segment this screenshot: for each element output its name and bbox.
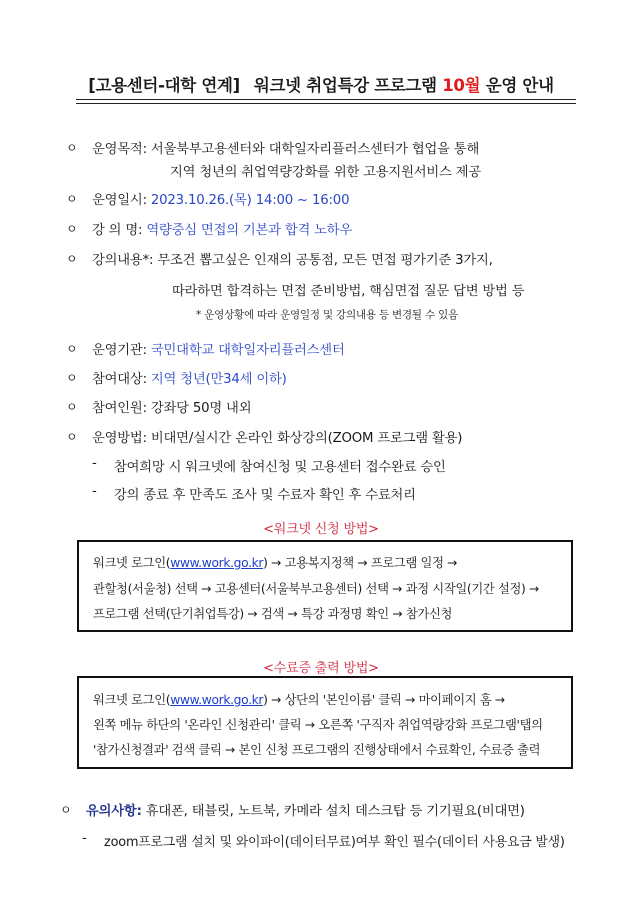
bullet-icon: ㅇ — [66, 400, 78, 414]
capacity-value: 강좌당 50명 내외 — [150, 401, 252, 416]
caution-label: 유의사항: — [86, 804, 142, 819]
method-value: 비대면/실시간 온라인 화상강의(ZOOM 프로그램 활용) — [150, 431, 463, 446]
apply-line3: 프로그램 선택(단기취업특강) → 검색 → 특강 과정명 확인 → 참가신청 — [93, 607, 453, 621]
purpose-line2: 지역 청년의 취업역량강화를 위한 고용지원서비스 제공 — [170, 165, 481, 180]
purpose-line1: 서울북부고용센터와 대학일자리플러스센터가 협업을 통해 — [150, 142, 480, 157]
org-label: 운영기관: — [92, 343, 147, 358]
dash-icon: - — [82, 831, 87, 846]
date-value: 2023.10.26.(목) 14:00 ~ 16:00 — [150, 193, 350, 208]
date-row — [92, 189, 349, 208]
target-row — [92, 368, 287, 387]
bullet-icon: ㅇ — [66, 141, 78, 155]
apply-line1 — [93, 553, 457, 571]
lecture-label: 강 의 명: — [92, 223, 143, 238]
lecture-row — [92, 219, 352, 238]
certificate-line1-pre: 워크넷 로그인( — [93, 693, 171, 707]
content-line2: 따라하면 합격하는 면접 준비방법, 핵심면접 질문 답변 방법 등 — [172, 284, 525, 299]
certificate-line1-post: ) → 상단의 '본인이름' 클릭 → 마이페이지 홈 → — [263, 693, 505, 707]
method-row — [92, 427, 462, 446]
certificate-line2: 왼쪽 메뉴 하단의 '온라인 신청관리' 클릭 → 오른쪽 '구직자 취업역량강화 프로그램'탭의 — [93, 718, 543, 732]
title-month: 10월 — [442, 76, 481, 95]
title-rule-bottom — [76, 103, 576, 104]
worknet-link[interactable]: www.work.go.kr — [170, 693, 264, 707]
certificate-box — [77, 676, 573, 769]
title-suffix: 운영 안내 — [485, 76, 554, 95]
date-label: 운영일시: — [92, 193, 147, 208]
lecture-value: 역량중심 면접의 기본과 합격 노하우 — [146, 223, 353, 238]
purpose-label: 운영목적: — [92, 142, 147, 157]
apply-heading: <워크넷 신청 방법> — [263, 522, 379, 537]
caution-sub: zoom프로그램 설치 및 와이파이(데이터무료)여부 확인 필수(데이터 사용요금 발생) — [104, 835, 565, 850]
bullet-icon: ㅇ — [66, 371, 78, 385]
page-title — [0, 72, 642, 96]
method-label: 운영방법: — [92, 431, 147, 446]
content-label: 강의내용*: — [92, 253, 154, 268]
dash-icon: - — [92, 484, 97, 499]
bullet-icon: ㅇ — [60, 803, 72, 817]
apply-line1-pre: 워크넷 로그인( — [93, 556, 171, 570]
title-prefix: 워크넷 취업특강 프로그램 — [253, 76, 437, 95]
content-note: * 운영상황에 따라 운영일정 및 강의내용 등 변경될 수 있음 — [196, 309, 458, 321]
bullet-icon: ㅇ — [66, 192, 78, 206]
content-line1: 무조건 뽑고싶은 인재의 공통점, 모든 면접 평가기준 3가지, — [157, 253, 493, 268]
target-value: 지역 청년(만34세 이하) — [150, 372, 287, 387]
org-row — [92, 339, 345, 358]
purpose-row — [92, 138, 479, 157]
method-sub2: 강의 종료 후 만족도 조사 및 수료자 확인 후 수료처리 — [114, 488, 416, 503]
bullet-icon: ㅇ — [66, 252, 78, 266]
method-sub1: 참여희망 시 워크넷에 참여신청 및 고용센터 접수완료 승인 — [114, 460, 446, 475]
capacity-label: 참여인원: — [92, 401, 147, 416]
apply-box — [77, 540, 573, 632]
dash-icon: - — [92, 456, 97, 471]
content-row — [92, 249, 493, 268]
apply-line1-post: ) → 고용복지정책 → 프로그램 일정 → — [263, 556, 458, 570]
bullet-icon: ㅇ — [66, 342, 78, 356]
bullet-icon: ㅇ — [66, 222, 78, 236]
capacity-row — [92, 397, 251, 416]
certificate-line1 — [93, 690, 505, 708]
certificate-line3: '참가신청결과' 검색 클릭 → 본인 신청 프로그램의 진행상태에서 수료확인, 수료증 출력 — [93, 743, 541, 757]
title-tag: [고용센터-대학 연계] — [88, 76, 240, 95]
worknet-link[interactable]: www.work.go.kr — [170, 556, 264, 570]
title-rule-top — [76, 99, 576, 100]
certificate-heading: <수료증 출력 방법> — [263, 661, 379, 676]
caution-row — [86, 800, 525, 819]
bullet-icon: ㅇ — [66, 430, 78, 444]
caution-value: 휴대폰, 태블릿, 노트북, 카메라 설치 데스크탑 등 기기필요(비대면) — [145, 804, 525, 819]
org-value: 국민대학교 대학일자리플러스센터 — [150, 343, 345, 358]
apply-line2: 관할청(서울청) 선택 → 고용센터(서울북부고용센터) 선택 → 과정 시작일(기간 설정) → — [93, 582, 539, 596]
target-label: 참여대상: — [92, 372, 147, 387]
